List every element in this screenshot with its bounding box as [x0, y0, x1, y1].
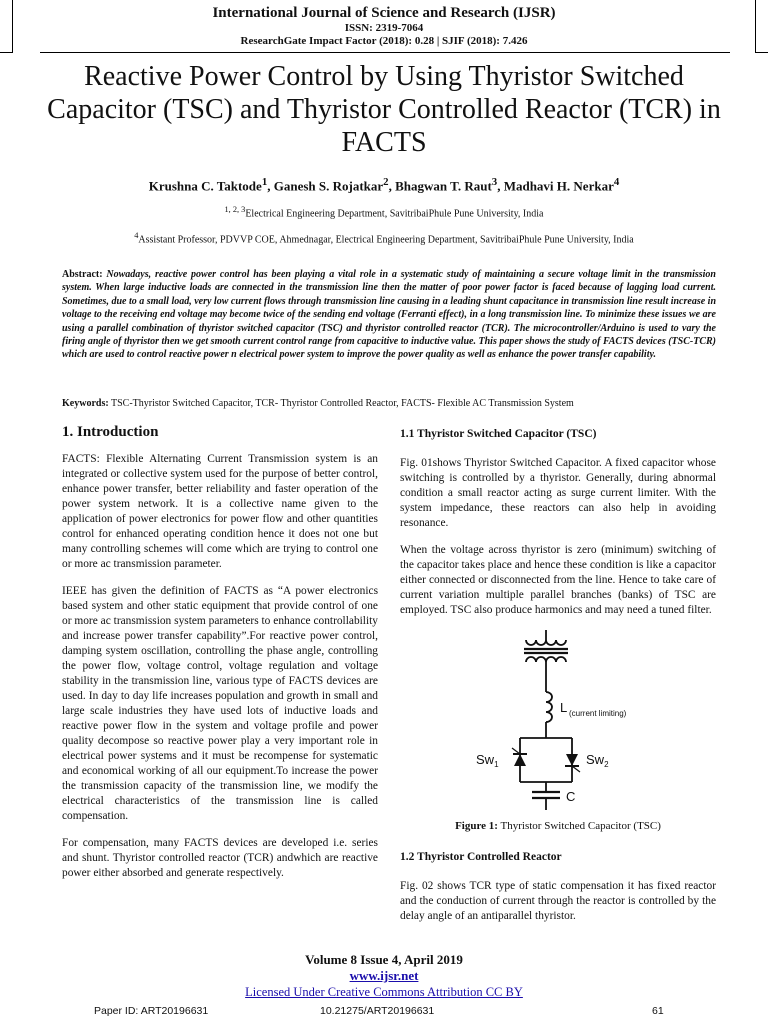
paragraph: Fig. 01shows Thyristor Switched Capacitor. A fixed capacitor whose switching is controlled by a thyristor. Generally, during abnormal condition a small reactor acting as surge current limiter. With the system impedance, these reactors can also help in avoiding resonance. [400, 457, 716, 529]
affiliation-1 [40, 205, 728, 219]
author-sup: 1 [261, 176, 268, 188]
author-list: Krushna C. Taktode$^1$, Ganesh S. Rojatkar$^2$, Bhagwan T. Raut$^3$, Madhavi H. Nerkar$^4$ [148, 176, 620, 194]
doi: 10.21275/ART20196631 [320, 1005, 435, 1017]
figure-caption-label: Figure 1: [455, 820, 498, 832]
thyristor-pair [520, 738, 572, 792]
tsc-circuit-diagram [400, 630, 716, 810]
author-name: Madhavi H. Nerkar [503, 178, 614, 194]
affiliation-text: Electrical Engineering Department, SavitribaiPhule Pune University, India [245, 208, 544, 220]
keywords-text: TSC-Thyristor Switched Capacitor, TCR- Thyristor Controlled Reactor, FACTS- Flexible AC Transmission System [111, 398, 574, 409]
author-name: Bhagwan T. Raut [395, 178, 492, 194]
figure-1 [400, 630, 716, 834]
transformer-symbol [524, 630, 568, 692]
inductor-symbol [546, 692, 552, 738]
author-sup: 4 [613, 176, 620, 188]
page-number: 61 [652, 1005, 664, 1017]
sw2-label: $Sw_2$ [586, 752, 609, 769]
license-link[interactable]: Licensed Under Creative Commons Attribution CC BY [245, 985, 523, 999]
paragraph: FACTS: Flexible Alternating Current Transmission system is an integrated or collective system used for the purpose of better control, enhance power transfer, better reliability and faster operation of the power system network. It is a collective name given to the application of power electronics for power flow and other quantities control for enhanced operating condition hence it does not one but many controlling schemes will come which are trying to control one or more ac transmission parameter. [62, 453, 378, 570]
affiliation-text: Assistant Professor, PDVVP COE, Ahmednagar, Electrical Engineering Department, SavitribaiPhule Pune University, India [138, 234, 634, 246]
right-column [400, 427, 716, 936]
journal-header [0, 4, 768, 48]
abstract-label: Abstract: [62, 269, 103, 280]
affiliation-sup: 1, 2, 3 [224, 205, 246, 214]
keywords-label: Keywords: [62, 398, 109, 409]
author-sup: 3 [491, 176, 498, 188]
paragraph: Fig. 02 shows TCR type of static compensation it has fixed reactor and the conduction of current through the reactor is controlled by the delay angle of an antiparallel thyristor. [400, 880, 716, 922]
capacitor-symbol [532, 792, 560, 810]
paragraph: When the voltage across thyristor is zero (minimum) switching of the capacitor takes place and hence these condition is like a capacitor either connected or disconnected from the line. Hence to take care of current variation multiple parallel branches (banks) of TSC are employed. TSC also produce harmonics and may need a tuned filter. [400, 544, 716, 616]
author-sup: 2 [383, 176, 389, 188]
affiliation-sup: 4 [134, 231, 139, 240]
inductor-note: (current limiting) [569, 709, 627, 718]
journal-impact-factor: ResearchGate Impact Factor (2018): 0.28 | SJIF (2018): 7.426 [240, 35, 528, 47]
header-rule [40, 52, 730, 53]
paragraph: IEEE has given the definition of FACTS as “A power electronics based system and other static equipment that provide control of one or more ac transmission system parameters to enhance controllability and increase power transfer capability”.For reactive power control, damping system oscillation, controlling the phase angle, controlling the power flow, voltage control, voltage regulation and voltage stability in the transmission line, various type of FACTS devices are used. In day to day life increases population and growth in small and large scale industries they have used lots of inductive loads and reactive power flow in the system and voltage profile and power quality decompose so reactive power play a very important role in electrical power systems and it must be recompense for systematic and economical working of all our equipment.To increase the power the transmission capacity of the transmission line, we modify the electrical characteristics of the transmission line is called compensation. [62, 585, 378, 822]
sw1-label: $Sw_1$ [476, 752, 499, 769]
section-heading-tcr: 1.2 Thyristor Controlled Reactor [400, 851, 562, 863]
paragraph: For compensation, many FACTS devices are developed i.e. series and shunt. Thyristor controlled reactor (TCR) andwhich are reactive power either absorbed and generate respectively. [62, 837, 378, 879]
section-heading-introduction: 1. Introduction [62, 424, 159, 440]
abstract [62, 268, 716, 362]
keywords [62, 397, 716, 410]
section-heading-tsc: 1.1 Thyristor Switched Capacitor (TSC) [400, 428, 597, 440]
affiliation-2 [40, 231, 728, 245]
figure-caption [400, 819, 716, 834]
author-name: Krushna C. Taktode [148, 178, 262, 194]
author-name: Ganesh S. Rojatkar [273, 178, 384, 194]
capacitor-label: C [566, 789, 576, 804]
left-column [62, 425, 378, 893]
paper-title: Reactive Power Control by Using Thyristor Switched Capacitor (TSC) and Thyristor Controlled Reactor (TCR) in FACTS [47, 61, 721, 158]
page-footer [0, 952, 768, 1000]
journal-website-link[interactable]: www.ijsr.net [349, 968, 419, 983]
inductor-label: L [560, 700, 568, 715]
abstract-text: Nowadays, reactive power control has been playing a vital role in a systematic study of maintaining a secure voltage limit in the transmission system. When large inductive loads are connected in the transmission line then the matter of poor power factor is faced because of lagging load current. Sometimes, due to a small load, very low current flows through transmission line causing in a leading shunt capacitance in transmission line result increase in voltage to the receiving end voltage may become twice of the sending end voltage (Ferranti effect), in a long transmission line. To minimize these issues we are using a parallel combination of thyristor switched capacitor (TSC) and thyristor controlled reactor (TCR). The microcontroller/Arduino is used to vary the firing angle of thyristor then we get smooth current control range from capacitive to inductive value. This paper shows the study of FACTS devices (TSC-TCR) which are used to control reactive power n electrical power system to improve the power quality as well as enhance the power transfer capability. [62, 269, 716, 361]
journal-issn: ISSN: 2319-7064 [344, 22, 424, 34]
volume-info: Volume 8 Issue 4, April 2019 [305, 952, 463, 967]
figure-caption-text: Thyristor Switched Capacitor (TSC) [500, 820, 661, 832]
paper-id: Paper ID: ART20196631 [94, 1005, 209, 1017]
journal-name: International Journal of Science and Research (IJSR) [212, 5, 556, 21]
